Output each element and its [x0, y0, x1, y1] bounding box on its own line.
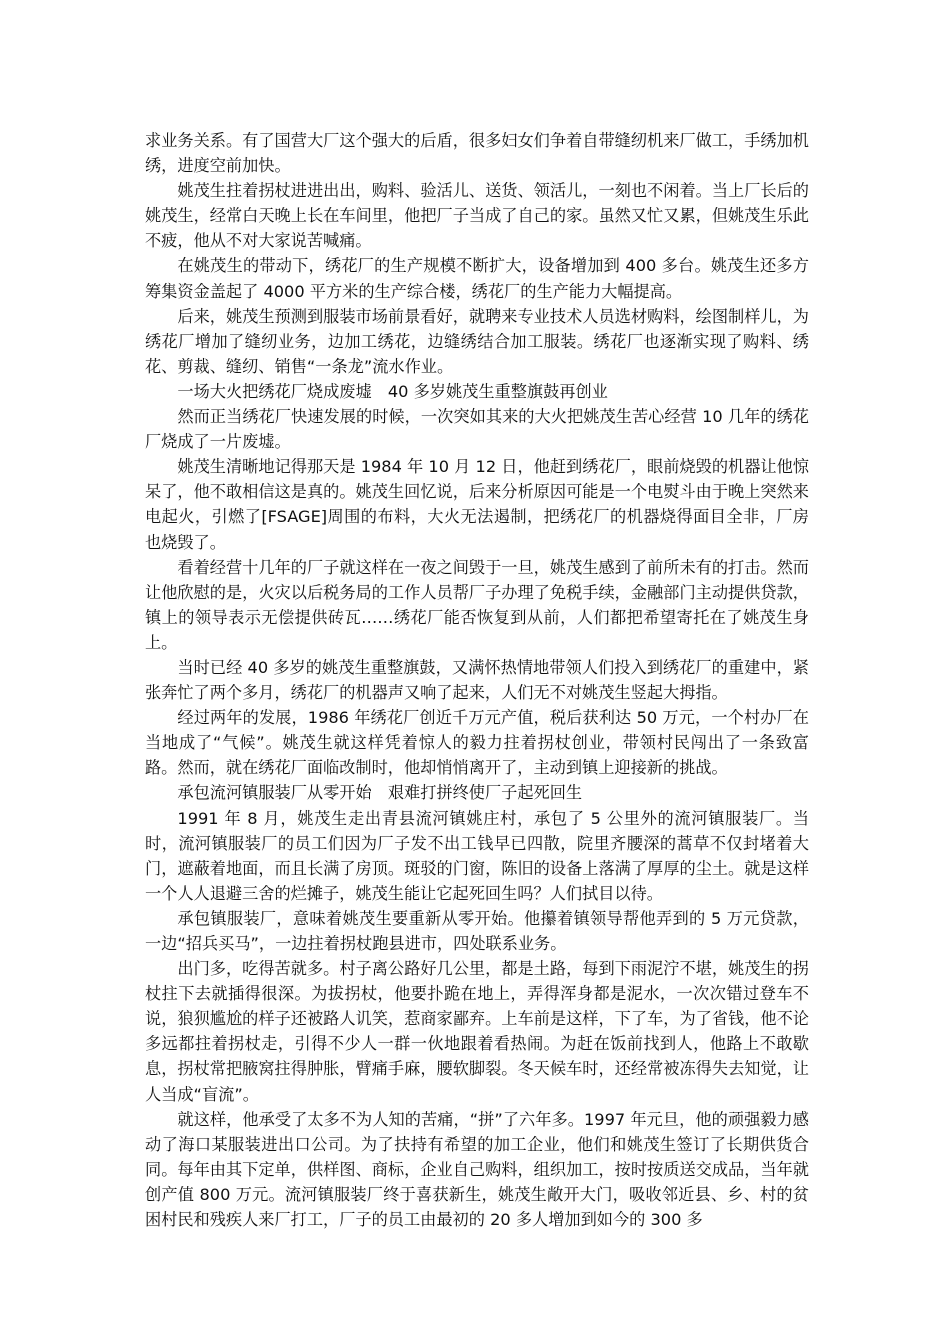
section-heading: 一场大火把绣花厂烧成废墟 40 多岁姚茂生重整旗鼓再创业 — [177, 381, 608, 401]
document-page — [145, 128, 809, 1232]
paragraph: 后来，姚茂生预测到服装市场前景看好，就聘来专业技术人员选材购料，绘图制样儿，为绣花厂增加了缝纫业务，边加工绣花，边缝绣结合加工服装。绣花厂也逐渐实现了购料、绣花、剪裁、缝纫、销售“一条龙”流水作业。 — [145, 306, 809, 376]
paragraph: 在姚茂生的带动下，绣花厂的生产规模不断扩大，设备增加到 400 多台。姚茂生还多方筹集资金盖起了 4000 平方米的生产综合楼，绣花厂的生产能力大幅提高。 — [145, 256, 809, 301]
paragraph: 出门多，吃得苦就多。村子离公路好几公里，都是土路，每到下雨泥泞不堪，姚茂生的拐杖拄下去就插得很深。为拔拐杖，他要扑跪在地上，弄得浑身都是泥水，一次次错过登车不说，狼狈尴尬的样子还被路人讥笑，惹商家鄙弃。上车前是这样，下了车，为了省钱，他不论多远都拄着拐杖走，引得不少人一群一伙地跟着看热闹。为赶在饭前找到人，他路上不敢歇息，拐杖常把腋窝拄得肿胀，臂痛手麻，腰软脚裂。冬天候车时，还经常被冻得失去知觉，让人当成“盲流”。 — [145, 959, 809, 1104]
paragraph: 1991 年 8 月，姚茂生走出青县流河镇姚庄村，承包了 5 公里外的流河镇服装厂。当时，流河镇服装厂的员工们因为厂子发不出工钱早已四散，院里齐腰深的蒿草不仅封堵着大门，遮蔽着地面，而且长满了房顶。斑驳的门窗，陈旧的设备上落满了厚厚的尘土。就是这样一个人人退避三舍的烂摊子，姚茂生能让它起死回生吗？人们拭目以待。 — [145, 808, 809, 903]
paragraph: 看着经营十几年的厂子就这样在一夜之间毁于一旦，姚茂生感到了前所未有的打击。然而让他欣慰的是，火灾以后税务局的工作人员帮厂子办理了免税手续，金融部门主动提供贷款，镇上的领导表示无偿提供砖瓦……绣花厂能否恢复到从前，人们都把希望寄托在了姚茂生身上。 — [145, 557, 809, 652]
paragraph-continued: 求业务关系。有了国营大厂这个强大的后盾，很多妇女们争着自带缝纫机来厂做工，手绣加机绣，进度空前加快。 — [145, 131, 809, 176]
paragraph: 姚茂生拄着拐杖进进出出，购料、验活儿、送货、领活儿，一刻也不闲着。当上厂长后的姚茂生，经常白天晚上长在车间里，他把厂子当成了自己的家。虽然又忙又累，但姚茂生乐此不疲，他从不对大家说苦喊痛。 — [145, 181, 809, 251]
paragraph: 当时已经 40 多岁的姚茂生重整旗鼓，又满怀热情地带领人们投入到绣花厂的重建中，紧张奔忙了两个多月，绣花厂的机器声又响了起来，人们无不对姚茂生竖起大拇指。 — [145, 657, 809, 703]
section-heading: 承包流河镇服装厂从零开始 艰难打拼终使厂子起死回生 — [177, 783, 583, 803]
paragraph: 姚茂生清晰地记得那天是 1984 年 10 月 12 日，他赶到绣花厂，眼前烧毁的机器让他惊呆了，他不敢相信这是真的。姚茂生回忆说，后来分析原因可能是一个电熨斗由于晚上突然来电起火，引燃了[FSAGE]周围的布料，大火无法遏制，把绣花厂的机器烧得面目全非，厂房也烧毁了。 — [145, 457, 809, 552]
paragraph: 经过两年的发展，1986 年绣花厂创近千万元产值，税后获利达 50 万元，一个村办厂在当地成了“气候”。姚茂生就这样凭着惊人的毅力拄着拐杖创业，带领村民闯出了一条致富路。然而，就在绣花厂面临改制时，他却悄悄离开了，主动到镇上迎接新的挑战。 — [145, 708, 809, 778]
paragraph: 承包镇服装厂，意味着姚茂生要重新从零开始。他攥着镇领导帮他弄到的 5 万元贷款，一边“招兵买马”，一边拄着拐杖跑县进市，四处联系业务。 — [145, 908, 809, 953]
paragraph: 然而正当绣花厂快速发展的时候，一次突如其来的大火把姚茂生苦心经营 10 几年的绣花厂烧成了一片废墟。 — [145, 407, 809, 452]
paragraph: 就这样，他承受了太多不为人知的苦痛，“拼”了六年多。1997 年元旦，他的顽强毅力感动了海口某服装进出口公司。为了扶持有希望的加工企业，他们和姚茂生签订了长期供货合同。每年由其下定单，供样图、商标，企业自己购料，组织加工，按时按质送交成品，当年就创产值 800 万元。流河镇服装厂终于喜获新生，姚茂生敞开大门，吸收邻近县、乡、村的贫困村民和残疾人来厂打工，厂子的员工由最初的 20 多人增加到如今的 300 多 — [145, 1109, 809, 1230]
